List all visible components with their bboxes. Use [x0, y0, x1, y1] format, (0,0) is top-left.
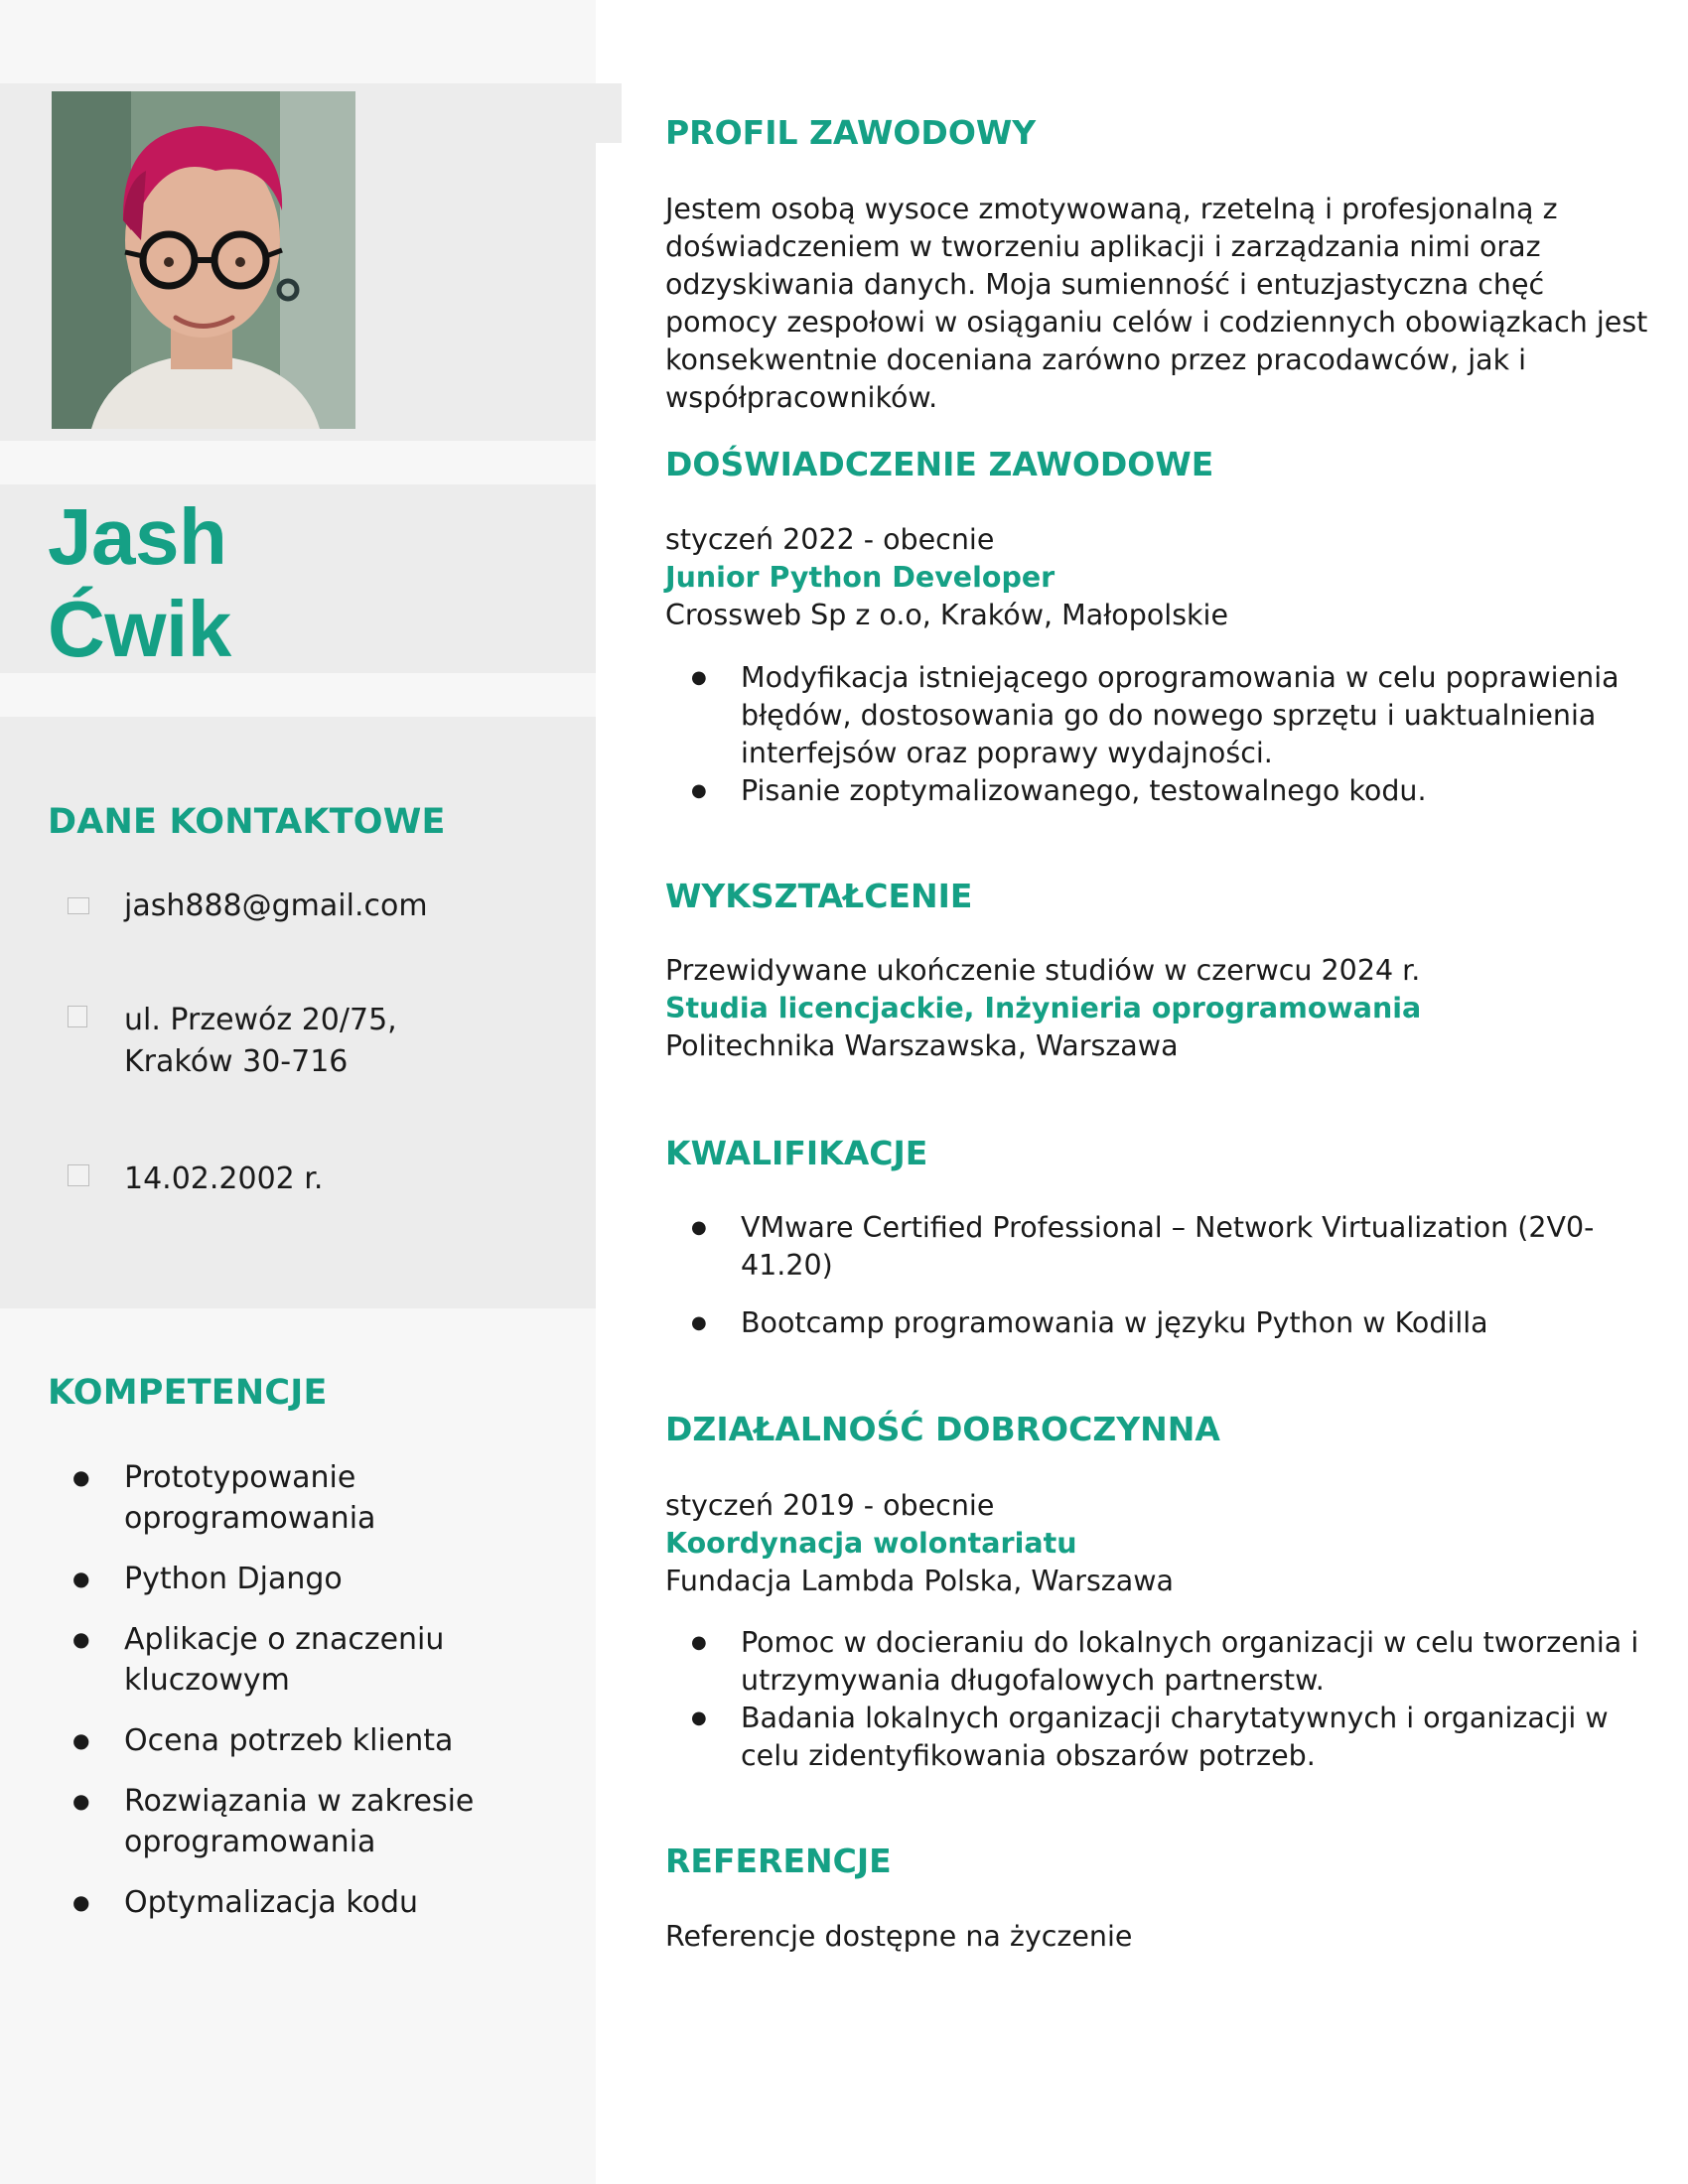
- education-heading: WYKSZTAŁCENIE: [665, 877, 973, 915]
- qualifications-list: [665, 1209, 1648, 1362]
- education-school: Politechnika Warszawska, Warszawa: [665, 1029, 1179, 1062]
- volunteering-org: Fundacja Lambda Polska, Warszawa: [665, 1565, 1174, 1597]
- volunteering-date: styczeń 2019 - obecnie: [665, 1489, 995, 1522]
- contact-heading: DANE KONTAKTOWE: [48, 802, 446, 842]
- experience-date: styczeń 2022 - obecnie: [665, 523, 995, 556]
- list-item: ● Rozwiązania w zakresie oprogramowania: [0, 1781, 501, 1862]
- experience-heading: DOŚWIADCZENIE ZAWODOWE: [665, 445, 1214, 483]
- birthdate-text: 14.02.2002 r.: [124, 1161, 324, 1196]
- address-icon: [68, 1006, 87, 1027]
- education-degree: Studia licencjackie, Inżynieria oprogramowania: [665, 992, 1422, 1024]
- email-text: jash888@gmail.com: [124, 888, 428, 923]
- profile-photo: [52, 91, 355, 429]
- experience-company: Crossweb Sp z o.o, Kraków, Małopolskie: [665, 599, 1228, 631]
- email-icon: [68, 897, 89, 914]
- references-heading: REFERENCJE: [665, 1842, 892, 1880]
- list-item: ● Optymalizacja kodu: [0, 1882, 501, 1923]
- list-item: ● Modyfikacja istniejącego oprogramowania w celu poprawienia błędów, dostosowania go do nowego sprzętu i uaktualnienia interfejsów oraz poprawy wydajności.: [665, 659, 1648, 772]
- first-name: Jash: [48, 492, 227, 581]
- address-line-2: Kraków 30-716: [124, 1044, 349, 1079]
- skills-heading: KOMPETENCJE: [48, 1373, 328, 1413]
- skills-list: [0, 1457, 596, 1943]
- education-date: Przewidywane ukończenie studiów w czerwcu 2024 r.: [665, 954, 1421, 987]
- profile-heading: PROFIL ZAWODOWY: [665, 113, 1037, 152]
- candidate-name: [48, 490, 231, 675]
- list-item: ● VMware Certified Professional – Network Virtualization (2V0-41.20): [665, 1209, 1648, 1285]
- references-text: Referencje dostępne na życzenie: [665, 1920, 1133, 1953]
- experience-bullets: [665, 659, 1648, 810]
- volunteering-title: Koordynacja wolontariatu: [665, 1527, 1077, 1560]
- qualifications-heading: KWALIFIKACJE: [665, 1134, 928, 1172]
- last-name: Ćwik: [48, 585, 231, 673]
- experience-title: Junior Python Developer: [665, 561, 1055, 594]
- volunteering-bullets: [665, 1624, 1648, 1775]
- volunteering-heading: DZIAŁALNOŚĆ DOBROCZYNNA: [665, 1410, 1220, 1448]
- list-item: ● Aplikacje o znaczeniu kluczowym: [0, 1619, 501, 1701]
- list-item: ● Pisanie zoptymalizowanego, testowalnego kodu.: [665, 772, 1648, 810]
- list-item: ● Prototypowanie oprogramowania: [0, 1457, 501, 1539]
- list-item: ● Bootcamp programowania w języku Python w Kodilla: [665, 1304, 1648, 1342]
- list-item: ● Python Django: [0, 1559, 501, 1599]
- list-item: ● Badania lokalnych organizacji charytatywnych i organizacji w celu zidentyfikowania obszarów potrzeb.: [665, 1700, 1648, 1775]
- portrait-image: [52, 91, 355, 429]
- list-item: ● Ocena potrzeb klienta: [0, 1720, 501, 1761]
- profile-text: Jestem osobą wysoce zmotywowaną, rzetelną i profesjonalną z doświadczeniem w tworzeniu aplikacji i zarządzania nimi oraz odzyskiwania danych. Moja sumienność i entuzjastyczna chęć pomocy zespołowi w osiąganiu celów i codziennych obowiązkach jest konsekwentnie doceniana zarówno przez pracodawców, jak i współpracowników.: [665, 193, 1648, 414]
- address-line-1: ul. Przewóz 20/75,: [124, 1003, 397, 1037]
- list-item: ● Pomoc w docieraniu do lokalnych organizacji w celu tworzenia i utrzymywania długofalowych partnerstw.: [665, 1624, 1648, 1700]
- birthday-icon: [68, 1164, 89, 1186]
